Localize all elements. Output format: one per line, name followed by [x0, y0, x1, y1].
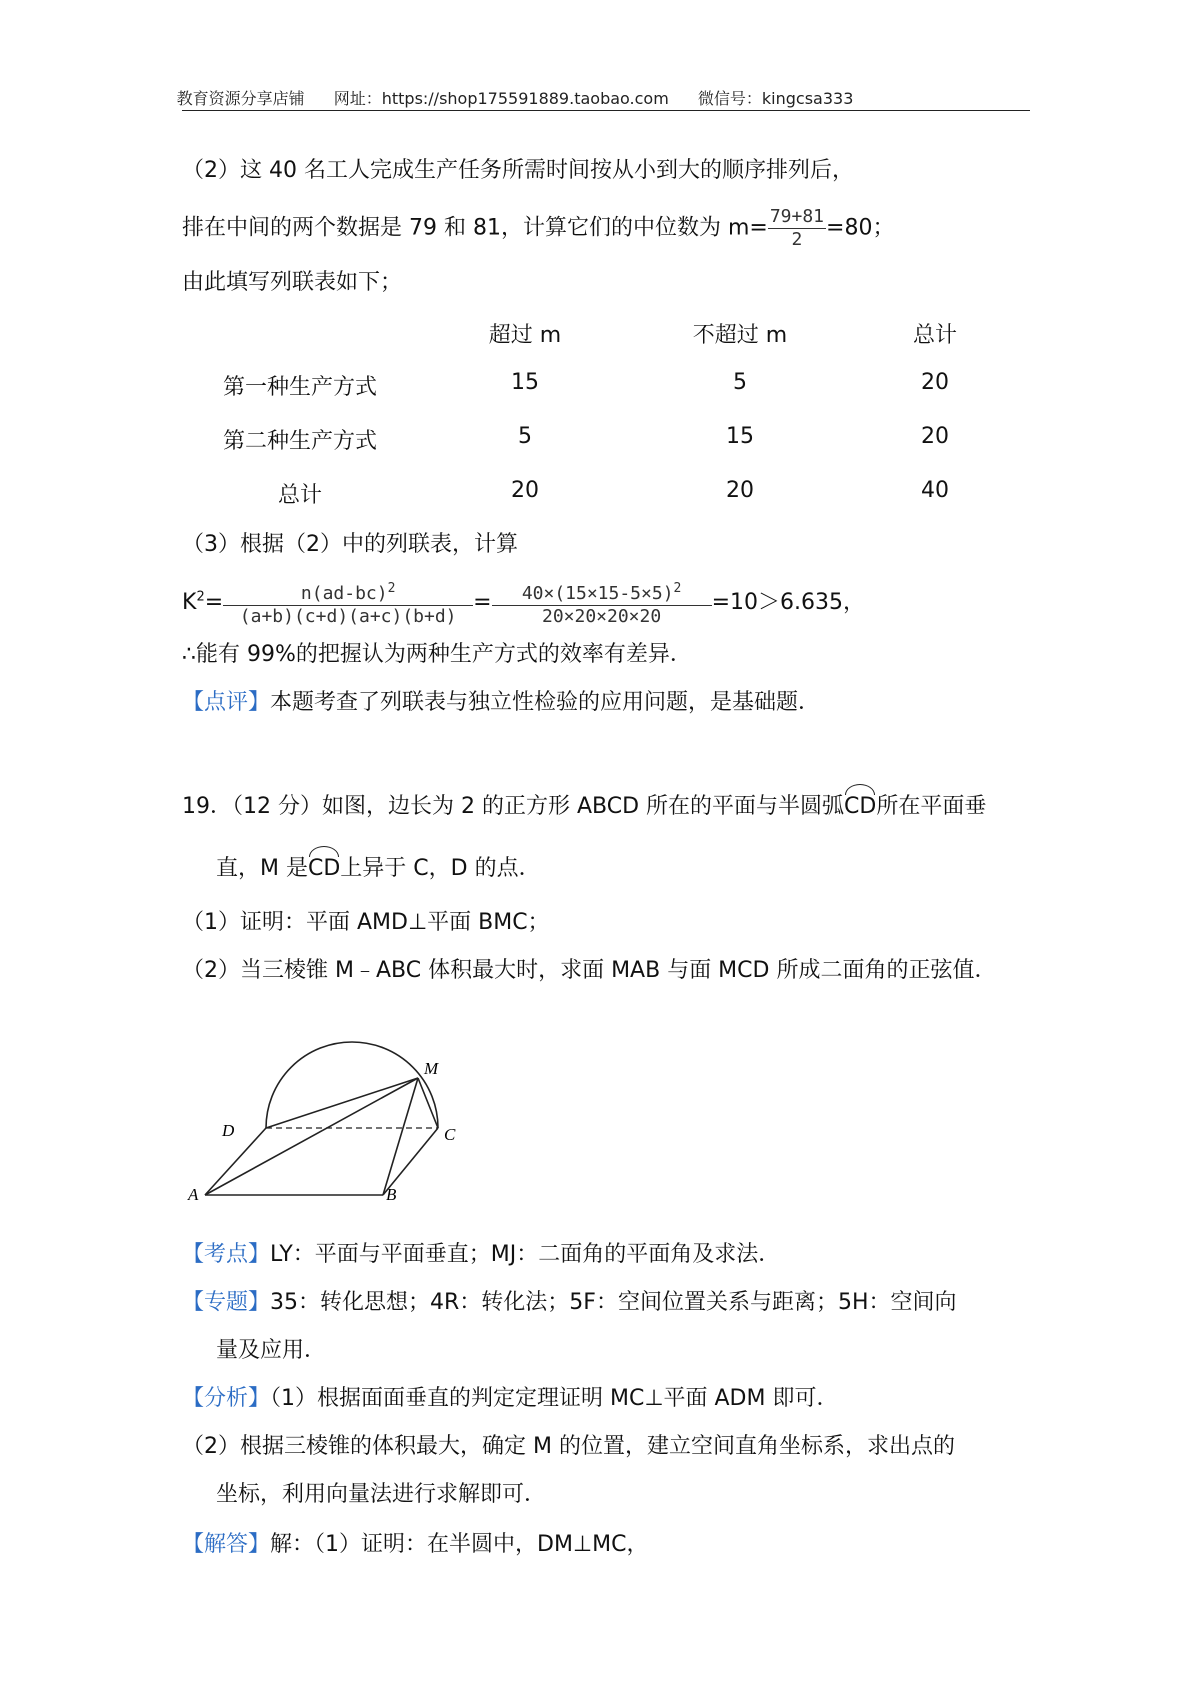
median-fraction-den: 2: [791, 229, 803, 250]
table-row-label: 第二种生产方式: [222, 429, 377, 454]
geometry-figure: [180, 1000, 500, 1200]
label-d: D: [222, 1121, 235, 1140]
fenxi-line: [182, 1384, 838, 1414]
q19-line2-prefix: 直，M 是: [216, 856, 308, 881]
kaodian-tag: 【考点】: [182, 1242, 271, 1267]
kaodian-line: [182, 1240, 780, 1270]
comment-line: [182, 688, 820, 718]
part3-conclusion: ∴能有 99%的把握认为两种生产方式的效率有差异．: [182, 642, 692, 667]
table-cell: 20: [921, 370, 949, 395]
edge-am: [205, 1078, 418, 1195]
zhuanti-line: [182, 1288, 957, 1318]
eq-sign: =: [204, 590, 224, 615]
k2-general-num-sup: 2: [387, 581, 396, 596]
jieda-line: [182, 1530, 648, 1560]
header-shop: 教育资源分享店铺: [176, 89, 305, 108]
kaodian-text: LY：平面与平面垂直；MJ：二面角的平面角及求法．: [270, 1242, 781, 1267]
k2-general-num-text: n(ad-bc): [300, 583, 388, 604]
q19-sub2: （2）当三棱锥 M﹣ABC 体积最大时，求面 MAB 与面 MCD 所成二面角的正弦值．: [182, 958, 997, 983]
k2-general-den: (a+b)(c+d)(a+c)(b+d): [239, 606, 457, 627]
k2-value-fraction: [492, 578, 712, 628]
zhuanti-tag: 【专题】: [182, 1290, 271, 1315]
fenxi-text: （1）根据面面垂直的判定定理证明 MC⊥平面 ADM 即可．: [270, 1386, 839, 1411]
table-cell: 40: [921, 478, 949, 503]
part2-line2-prefix: 排在中间的两个数据是 79 和 81，计算它们的中位数为 m=: [182, 215, 768, 241]
k2-value-num-text: 40×(15×15-5×5): [521, 583, 674, 604]
median-fraction-num: 79+81: [769, 206, 825, 227]
q19-line1-suffix: 所在平面垂: [876, 794, 987, 819]
q19-sub1: （1）证明：平面 AMD⊥平面 BMC；: [182, 910, 550, 935]
k2-value-num-sup: 2: [673, 581, 682, 596]
part2-line2: [182, 206, 894, 251]
fenxi-line2: （2）根据三棱锥的体积最大，确定 M 的位置，建立空间直角坐标系，求出点的: [182, 1434, 955, 1459]
k2-value-num: [492, 578, 712, 606]
table-cell: 20: [726, 478, 754, 503]
eq-sign: =: [473, 590, 492, 615]
table-cell: 15: [511, 370, 539, 395]
comment-text: 本题考查了列联表与独立性检验的应用问题，是基础题．: [270, 690, 821, 715]
median-fraction: [768, 206, 826, 251]
table-header-cell: 总计: [912, 323, 957, 348]
jieda-text: 解：（1）证明：在半圆中，DM⊥MC，: [270, 1532, 649, 1557]
q19-line1-prefix: 19．（12 分）如图，边长为 2 的正方形 ABCD 所在的平面与半圆弧: [182, 794, 845, 819]
arc-cd: CD: [844, 792, 876, 822]
arc-cd: CD: [308, 854, 340, 884]
table-cell: 20: [921, 424, 949, 449]
table-row-label: 总计: [277, 483, 322, 508]
k2-result: =10＞6.635，: [711, 590, 866, 615]
fenxi-tag: 【分析】: [182, 1386, 271, 1411]
q19-line2-suffix: 上异于 C，D 的点．: [340, 856, 541, 881]
fenxi-line3: 坐标，利用向量法进行求解即可．: [216, 1482, 547, 1507]
jieda-tag: 【解答】: [182, 1532, 271, 1557]
label-m: M: [424, 1059, 439, 1078]
table-cell: 15: [726, 424, 754, 449]
label-c: C: [444, 1125, 456, 1144]
header-divider: [182, 110, 1030, 111]
k2-formula: [182, 578, 865, 628]
table-row-label: 第一种生产方式: [222, 375, 377, 400]
comment-tag: 【点评】: [182, 690, 271, 715]
header-wechat: 微信号：kingcsa333: [697, 89, 854, 108]
label-a: A: [188, 1185, 199, 1200]
zhuanti-text: 35：转化思想；4R：转化法；5F：空间位置关系与距离；5H：空间向: [270, 1290, 957, 1315]
k2-value-den: 20×20×20×20: [541, 606, 662, 627]
table-header-cell: 不超过 m: [692, 323, 788, 348]
zhuanti-line2: 量及应用．: [216, 1338, 327, 1363]
k2-general-fraction: [223, 578, 473, 628]
k2-general-num: [223, 578, 473, 606]
label-b: B: [386, 1185, 397, 1200]
q19-line2: [216, 854, 541, 884]
edge-ad: [205, 1128, 266, 1195]
q19-line1: [182, 792, 986, 822]
page-header: [0, 86, 1030, 109]
header-url[interactable]: 网址：https://shop175591889.taobao.com: [333, 89, 669, 108]
table-cell: 20: [511, 478, 539, 503]
part2-line3: 由此填写列联表如下；: [182, 270, 403, 295]
table-header-cell: 超过 m: [488, 323, 562, 348]
k-label: K: [182, 590, 197, 615]
part2-line2-suffix: =80；: [826, 215, 895, 241]
table-cell: 5: [733, 370, 747, 395]
table-cell: 5: [518, 424, 532, 449]
part3-line1: （3）根据（2）中的列联表，计算: [182, 532, 518, 557]
part2-line1: （2）这 40 名工人完成生产任务所需时间按从小到大的顺序排列后，: [182, 158, 854, 183]
k-sup: 2: [196, 589, 205, 605]
edge-bm: [383, 1078, 418, 1195]
